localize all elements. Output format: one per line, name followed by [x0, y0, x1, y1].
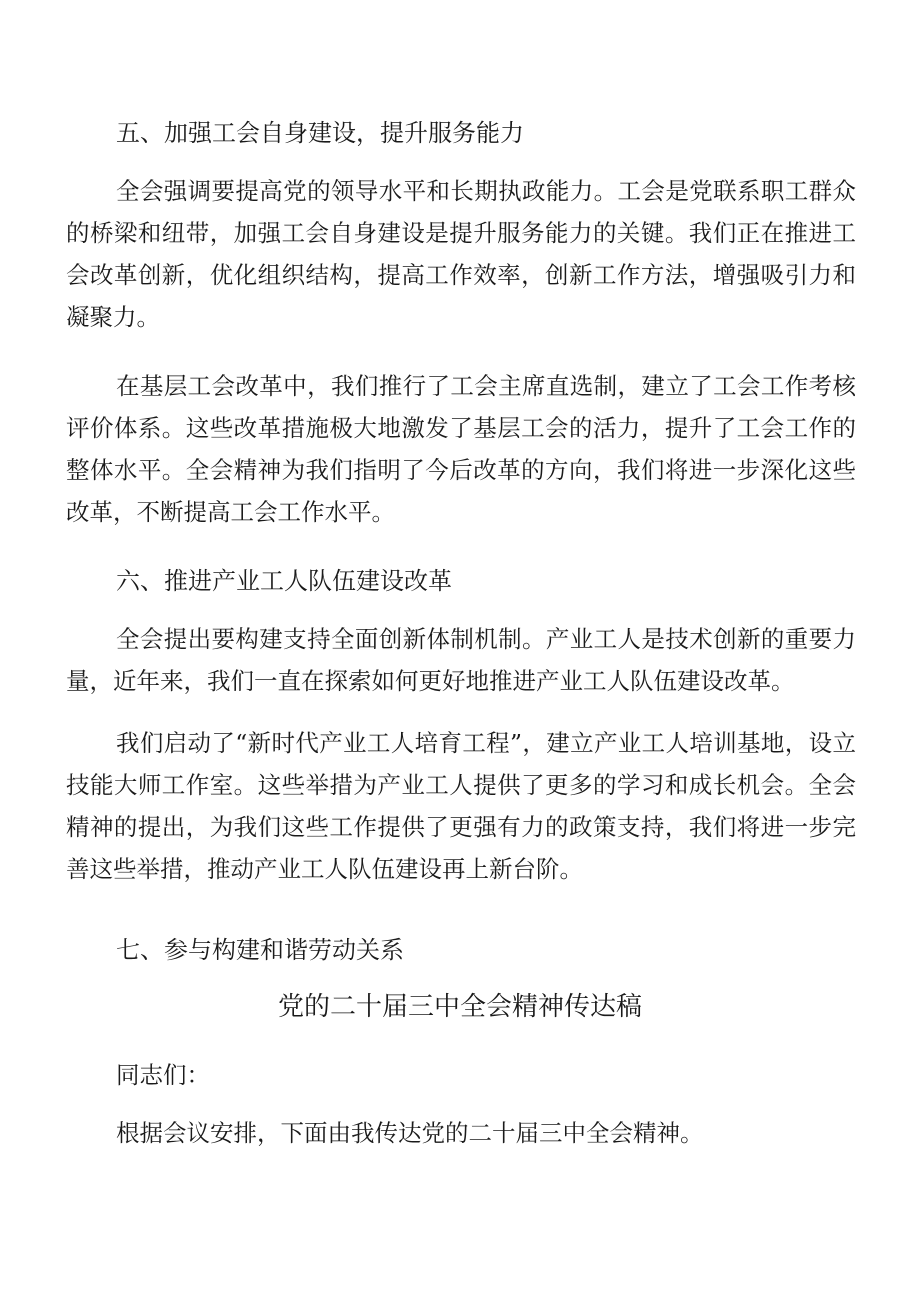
section-5-heading: 五、加强工会自身建设，提升服务能力	[116, 119, 524, 147]
speech-greeting: 同志们：	[116, 1061, 210, 1089]
section-5-paragraph-2: 在基层工会改革中，我们推行了工会主席直选制，建立了工会工作考核评价体系。这些改革措施极大地激发了基层工会的活力，提升了工会工作的整体水平。全会精神为我们指明了今后改革的方向，我们将进一步深化这些改革，不断提高工会工作水平。	[66, 372, 856, 526]
speech-opening: 根据会议安排，下面由我传达党的二十届三中全会精神。	[116, 1119, 704, 1147]
section-7-heading: 七、参与构建和谐劳动关系	[116, 936, 404, 964]
section-5-paragraph-1: 全会强调要提高党的领导水平和长期执政能力。工会是党联系职工群众的桥梁和纽带，加强工会自身建设是提升服务能力的关键。我们正在推进工会改革创新，优化组织结构，提高工作效率，创新工作方法，增强吸引力和凝聚力。	[66, 177, 856, 331]
section-6-paragraph-2: 我们启动了“新时代产业工人培育工程”，建立产业工人培训基地，设立技能大师工作室。这些举措为产业工人提供了更多的学习和成长机会。全会精神的提出，为我们这些工作提供了更强有力的政策支持，我们将进一步完善这些举措，推动产业工人队伍建设再上新台阶。	[66, 729, 856, 883]
section-6-heading: 六、推进产业工人队伍建设改革	[116, 567, 452, 595]
section-6-paragraph-1: 全会提出要构建支持全面创新体制机制。产业工人是技术创新的重要力量，近年来，我们一直在探索如何更好地推进产业工人队伍建设改革。	[66, 625, 856, 695]
speech-title: 党的二十届三中全会精神传达稿	[277, 992, 642, 1022]
